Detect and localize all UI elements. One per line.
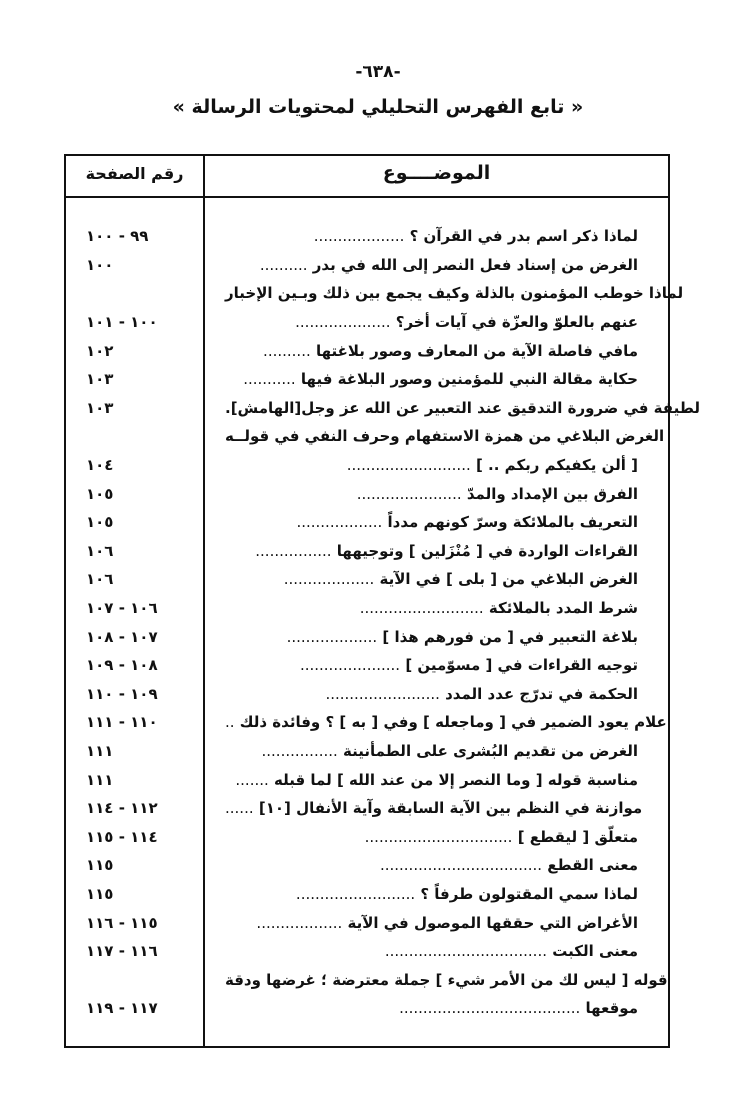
row-topic-text: مافي فاصلة الآية من المعارف وصور بلاغتها bbox=[315, 341, 638, 360]
row-leader-dots: ...................... bbox=[356, 484, 462, 503]
row-leader-dots: ..................... bbox=[299, 656, 401, 675]
index-row bbox=[66, 479, 668, 508]
index-row bbox=[66, 422, 668, 451]
row-topic bbox=[203, 485, 668, 503]
row-leader-dots: ...... bbox=[225, 799, 254, 818]
row-topic bbox=[203, 942, 668, 960]
row-topic bbox=[203, 742, 668, 760]
row-page-ref: ١١٧ - ١١٩ bbox=[86, 999, 158, 1018]
row-page-ref: ١٠٠ bbox=[86, 255, 114, 274]
row-leader-dots: .................................. bbox=[384, 942, 547, 961]
row-topic-text: الغرض من إسناد فعل النصر إلى الله في بدر bbox=[312, 255, 638, 274]
row-leader-dots: ................... bbox=[283, 570, 375, 589]
row-page-ref: ١٠٣ bbox=[86, 370, 114, 389]
row-leader-dots: ................ bbox=[261, 741, 338, 760]
row-page-ref: ١١٥ bbox=[86, 884, 114, 903]
row-leader-dots: .. bbox=[225, 713, 235, 732]
row-page-ref: ١٠٠ - ١٠١ bbox=[86, 313, 158, 332]
row-leader-dots: ............................... bbox=[364, 827, 513, 846]
row-topic-text: موقعها bbox=[585, 999, 638, 1018]
row-page-ref: ١٠٣ bbox=[86, 398, 114, 417]
index-row bbox=[66, 365, 668, 394]
row-topic-text: القراءات الواردة في [ مُنْزَلين ] وتوجيهها bbox=[336, 541, 638, 560]
row-topic-text: حكاية مقالة النبي للمؤمنين وصور البلاغة فيها bbox=[300, 370, 638, 389]
index-row bbox=[66, 937, 668, 966]
row-topic-text: معنى القطع bbox=[547, 856, 638, 875]
row-topic-text: علام يعود الضمير في [ وماجعله ] وفي [ به ] ؟ وفائدة ذلك bbox=[239, 713, 667, 732]
row-topic bbox=[203, 713, 697, 731]
index-row bbox=[66, 222, 668, 251]
row-topic-text: لماذا سمي المقتولون طرفاً ؟ bbox=[420, 884, 638, 903]
row-topic-text: الفرق بين الإمداد والمدّ bbox=[466, 484, 638, 503]
row-topic bbox=[203, 227, 668, 245]
row-page-ref: ١١٥ - ١١٦ bbox=[86, 913, 158, 932]
row-topic bbox=[203, 999, 668, 1017]
page-number: -٦٣٨- bbox=[355, 62, 401, 82]
index-row bbox=[66, 822, 668, 851]
row-page-ref: ١٠٢ bbox=[86, 341, 114, 360]
row-topic-text: توجيه القراءات في [ مسوّمين ] bbox=[405, 656, 638, 675]
row-leader-dots: ....... bbox=[235, 770, 269, 789]
row-topic-text: الغرض من تقديم البُشرى على الطمأنينة bbox=[343, 741, 638, 760]
row-topic bbox=[203, 570, 668, 588]
index-row bbox=[66, 737, 668, 766]
row-topic bbox=[203, 342, 668, 360]
row-topic-text: معنى الكبت bbox=[552, 942, 638, 961]
row-topic-text: لطيفة في ضرورة التدقيق عند التعبير عن الله عز وجل[الهامش]. bbox=[225, 398, 700, 417]
row-topic bbox=[203, 971, 698, 989]
row-page-ref: ١٠٧ - ١٠٨ bbox=[86, 627, 158, 646]
row-topic bbox=[203, 513, 668, 531]
index-row bbox=[66, 451, 668, 480]
row-page-ref: ١١١ bbox=[86, 770, 114, 789]
row-topic bbox=[203, 856, 668, 874]
row-topic-text: [ ألن يكفيكم ربكم .. ] bbox=[475, 456, 638, 475]
index-row bbox=[66, 708, 668, 737]
index-row bbox=[66, 651, 668, 680]
row-page-ref: ١٠٦ bbox=[86, 570, 114, 589]
row-topic-text: قوله [ ليس لك من الأمر شيء ] جملة معترضة ؛ غرضها ودقة bbox=[225, 970, 668, 989]
row-topic-text: موازنة في النظم بين الآية السابقة وآية الأنفال [١٠] bbox=[258, 799, 643, 818]
row-topic bbox=[203, 771, 668, 789]
row-topic-text: بلاغة التعبير في [ من فورهم هذا ] bbox=[382, 627, 638, 646]
row-leader-dots: ................ bbox=[255, 541, 332, 560]
row-topic bbox=[203, 370, 668, 388]
row-topic-text: الغرض البلاغي من همزة الاستفهام وحرف النفي في قولــه bbox=[225, 427, 665, 446]
row-topic bbox=[203, 885, 668, 903]
index-row bbox=[66, 622, 668, 651]
row-topic-text: لماذا ذكر اسم بدر في القرآن ؟ bbox=[409, 227, 638, 246]
row-page-ref: ١٠٤ bbox=[86, 456, 114, 475]
row-topic-text: مناسبة قوله [ وما النصر إلا من عند الله ] لما قبله bbox=[274, 770, 638, 789]
index-row bbox=[66, 880, 668, 909]
row-topic bbox=[203, 685, 668, 703]
row-page-ref: ١٠٦ bbox=[86, 541, 114, 560]
row-page-ref: ١٠٥ bbox=[86, 484, 114, 503]
index-row bbox=[66, 594, 668, 623]
row-topic bbox=[203, 256, 668, 274]
row-topic bbox=[203, 656, 668, 674]
row-leader-dots: ...................................... bbox=[399, 999, 581, 1018]
row-page-ref: ١٠٥ bbox=[86, 513, 114, 532]
index-row bbox=[66, 508, 668, 537]
row-leader-dots: ........... bbox=[243, 370, 296, 389]
row-topic bbox=[203, 628, 668, 646]
index-row bbox=[66, 279, 684, 308]
row-page-ref: ١١٠ - ١١١ bbox=[86, 713, 158, 732]
index-row bbox=[66, 680, 668, 709]
row-topic-text: شرط المدد بالملائكة bbox=[488, 599, 638, 618]
index-row bbox=[66, 994, 668, 1023]
index-row bbox=[66, 851, 668, 880]
header-topic: الموضــــوع bbox=[382, 162, 491, 184]
row-page-ref: ١١١ bbox=[86, 741, 114, 760]
index-row bbox=[66, 908, 668, 937]
row-page-ref: ١٠٩ - ١١٠ bbox=[86, 684, 158, 703]
row-topic-text: لماذا خوطب المؤمنون بالذلة وكيف يجمع بين ذلك وبـين الإخبار bbox=[225, 284, 684, 303]
row-page-ref: ١٠٨ - ١٠٩ bbox=[86, 656, 158, 675]
row-leader-dots: .................... bbox=[295, 313, 391, 332]
row-leader-dots: .................. bbox=[256, 913, 343, 932]
index-row bbox=[66, 565, 668, 594]
row-leader-dots: .......... bbox=[263, 341, 311, 360]
row-leader-dots: ................... bbox=[286, 627, 378, 646]
index-row bbox=[66, 394, 700, 423]
row-topic bbox=[203, 399, 730, 417]
index-row bbox=[66, 765, 668, 794]
row-topic-text: التعريف بالملائكة وسرّ كونهم مدداً bbox=[387, 513, 638, 532]
row-topic-text: عنهم بالعلوّ والعزّة في آيات أخر؟ bbox=[395, 313, 638, 332]
index-row bbox=[66, 308, 668, 337]
row-page-ref: ١١٤ - ١١٥ bbox=[86, 827, 158, 846]
row-page-ref: ٩٩ - ١٠٠ bbox=[86, 227, 149, 246]
row-leader-dots: .......... bbox=[259, 255, 308, 274]
row-page-ref: ١٠٦ - ١٠٧ bbox=[86, 599, 158, 618]
page-title: « تابع الفهرس التحليلي لمحتويات الرسالة » bbox=[172, 96, 584, 118]
row-page-ref: ١١٦ - ١١٧ bbox=[86, 942, 158, 961]
row-page-ref: ١١٥ bbox=[86, 856, 114, 875]
row-topic bbox=[203, 542, 668, 560]
row-topic-text: متعلّق [ ليقطع ] bbox=[517, 827, 638, 846]
row-topic bbox=[203, 914, 668, 932]
row-topic-text: الأغراض التي حققها الموصول في الآية bbox=[347, 913, 638, 932]
row-leader-dots: .......................... bbox=[359, 599, 484, 618]
row-leader-dots: ................... bbox=[313, 227, 405, 246]
row-topic-text: الحكمة في تدرّج عدد المدد bbox=[445, 684, 638, 703]
index-table bbox=[64, 154, 700, 1048]
index-row bbox=[66, 251, 668, 280]
row-leader-dots: .................................. bbox=[379, 856, 543, 875]
row-topic bbox=[203, 284, 713, 302]
row-page-ref: ١١٢ - ١١٤ bbox=[86, 799, 158, 818]
row-topic bbox=[203, 799, 672, 817]
row-leader-dots: ........................ bbox=[325, 684, 440, 703]
row-topic-text: الغرض البلاغي من [ بلى ] في الآية bbox=[379, 570, 638, 589]
index-rows bbox=[66, 222, 700, 1023]
index-row bbox=[66, 336, 668, 365]
row-topic bbox=[203, 599, 668, 617]
row-leader-dots: .......................... bbox=[346, 456, 471, 475]
index-row bbox=[66, 794, 668, 823]
row-topic bbox=[203, 456, 668, 474]
row-topic bbox=[203, 828, 668, 846]
row-leader-dots: ......................... bbox=[295, 884, 416, 903]
row-topic bbox=[203, 313, 668, 331]
header-page-number: رقم الصفحة bbox=[85, 164, 184, 183]
index-row bbox=[66, 965, 668, 994]
index-row bbox=[66, 537, 668, 566]
row-topic bbox=[203, 427, 694, 445]
header-rule bbox=[66, 196, 668, 198]
row-leader-dots: .................. bbox=[296, 513, 383, 532]
